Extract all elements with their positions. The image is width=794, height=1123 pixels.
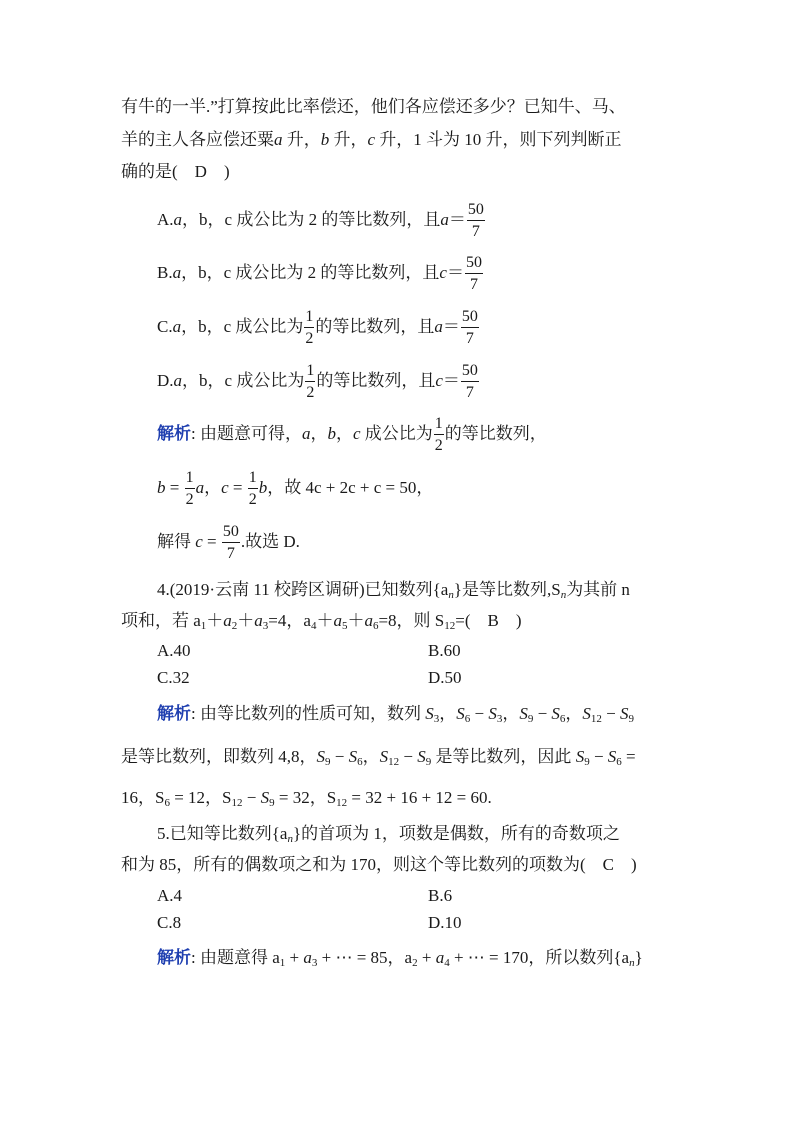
option-c-ratio-den: 2 bbox=[305, 330, 314, 348]
q4-line-2c: =8，则 S bbox=[378, 611, 445, 630]
q4-line-2a: 项和，若 a bbox=[121, 611, 201, 630]
q3-solution-label: 解析 bbox=[157, 424, 191, 443]
q3-solution-ratio bbox=[434, 416, 444, 454]
q3-solution-1c: 的等比数列， bbox=[444, 424, 547, 443]
q3-solution-ratio-den: 2 bbox=[434, 437, 443, 455]
option-c-var: a bbox=[434, 317, 443, 336]
q5-line-1b: }的首项为 1，项数是偶数，所有的奇数项之 bbox=[292, 824, 620, 843]
q5-option-d: D.10 bbox=[428, 913, 462, 932]
option-d: D.a，b，c 成公比为 $\frac{1}{2}$ 的等比数列，且c＝ $\frac{50}{7}$ bbox=[157, 362, 478, 402]
q3-solution-line-1: 解析: 由题意可得，a，b，c 成公比为 $\frac{1}{2}$ 的等比数列， bbox=[157, 415, 547, 455]
q5-line-1a: 5.已知等比数列{a bbox=[157, 824, 288, 843]
q3-solution-answer-den: 7 bbox=[226, 545, 235, 563]
q4-line-2: 项和，若 $a_1+a_2+a_3=4$，$a_4+a_5+a_6=8$，则 $S_{12}=$( B ) bbox=[121, 611, 522, 632]
option-b-text: ，b，c 成公比为 2 的等比数列，且 bbox=[181, 263, 440, 282]
q4-solution-line-2: 是等比数列，即数列 4,8，$S_9 - S_6$，$S_{12} - S_9$ 是等比数列，因此 $S_9 - S_6$ = bbox=[121, 747, 636, 768]
option-b-num: 50 bbox=[465, 255, 483, 274]
option-b-var: c bbox=[439, 263, 447, 282]
q3-solution-b-frac bbox=[185, 470, 195, 508]
q5-option-a: A.4 bbox=[157, 886, 183, 905]
q5-solution-label: 解析 bbox=[157, 948, 191, 967]
intro-line-2-b: 升， bbox=[286, 130, 321, 149]
q4-solution-3b: = 12，S bbox=[174, 788, 232, 807]
option-a-var: a bbox=[440, 210, 449, 229]
option-d-fraction bbox=[461, 363, 479, 401]
option-d-ratio-num: 1 bbox=[305, 363, 315, 382]
q3-solution-answer-num: 50 bbox=[222, 524, 240, 543]
q5-line-2: 和为 85，所有的偶数项之和为 170，则这个等比数列的项数为( C ) bbox=[121, 855, 637, 874]
q4-line-1b: }是等比数列,S bbox=[453, 580, 561, 599]
q3-solution-b-num: 1 bbox=[185, 470, 195, 489]
q4-solution-3d: = 32 + 16 + 12 = 60. bbox=[351, 788, 492, 807]
q4-line-1c: 为其前 n bbox=[566, 580, 630, 599]
q5-solution-1a: : 由题意得 a bbox=[191, 948, 280, 967]
q4-solution-line-1: 解析: 由等比数列的性质可知，数列 $S_3$，$S_6 - S_3$，$S_9 - S_6$，$S_{12} - S_9$ bbox=[157, 704, 635, 725]
option-b-letter: B. bbox=[157, 263, 173, 282]
q5-solution-line-1: 解析: 由题意得 $a_1 + a_3$ + ⋯ = 85，$a_2 + a_4$ + ⋯ = 170，所以数列$\{a_n\}$ bbox=[157, 948, 643, 969]
q3-solution-b-den: 2 bbox=[185, 491, 194, 509]
option-b-fraction bbox=[465, 255, 483, 293]
option-c-fraction bbox=[461, 309, 479, 347]
q4-option-a: A.40 bbox=[157, 641, 191, 660]
option-d-var: c bbox=[435, 371, 443, 390]
intro-line-2-a: 羊的主人各应偿还粟 bbox=[121, 130, 274, 149]
option-b-den: 7 bbox=[469, 276, 478, 294]
q4-option-d: D.50 bbox=[428, 668, 462, 687]
intro-line-2-c: 升， bbox=[333, 130, 368, 149]
option-c: C.a，b，c 成公比为 $\frac{1}{2}$ 的等比数列，且a＝ $\frac{50}{7}$ bbox=[157, 308, 478, 348]
q3-solution-3b: .故选 D. bbox=[240, 532, 300, 551]
q4-line-1: 4.(2019·云南 11 校跨区调研)已知数列$\{a_n\}$是等比数列$,S_n$为其前 n bbox=[157, 580, 630, 601]
intro-line-2-d: 升，1 斗为 10 升，则下列判断正 bbox=[379, 130, 622, 149]
q5-solution-1d: } bbox=[634, 948, 643, 967]
q4-solution-3: 16，S bbox=[121, 788, 165, 807]
option-b: B.a，b，c 成公比为 2 的等比数列，且c＝ $\frac{50}{7}$ bbox=[157, 254, 482, 294]
option-a-fraction bbox=[467, 202, 485, 240]
option-a-num: 50 bbox=[467, 202, 485, 221]
q5-solution-1c: + ⋯ = 170，所以数列{a bbox=[453, 948, 630, 967]
q3-solution-line-3: 解得 c = $\frac{50}{7}$ .故选 D. bbox=[157, 523, 300, 563]
option-d-den: 7 bbox=[465, 384, 474, 402]
option-c-pre: ，b，c 成公比为 bbox=[181, 317, 304, 336]
q4-option-b: B.60 bbox=[428, 641, 461, 660]
option-a-den: 7 bbox=[471, 223, 480, 241]
q3-solution-c-num: 1 bbox=[248, 470, 258, 489]
intro-line-2: 羊的主人各应偿还粟a 升，b 升，c 升，1 斗为 10 升，则下列判断正 bbox=[121, 130, 622, 149]
q3-solution-c-frac bbox=[248, 470, 258, 508]
q4-solution-1: : 由等比数列的性质可知，数列 bbox=[191, 704, 421, 723]
q5-line-1: 5.已知等比数列$\{a_n\}$的首项为 1，项数是偶数，所有的奇数项之 bbox=[157, 824, 620, 845]
option-c-den: 7 bbox=[465, 330, 474, 348]
option-c-num: 50 bbox=[461, 309, 479, 328]
q3-solution-1a: : 由题意可得， bbox=[191, 424, 302, 443]
option-c-post: 的等比数列，且 bbox=[315, 317, 435, 336]
q4-solution-3c: = 32，S bbox=[278, 788, 337, 807]
q3-solution-line-2: b = $\frac{1}{2}$ a，c = $\frac{1}{2}$ b，故 4c + 2c + c = 50， bbox=[157, 469, 434, 509]
option-d-letter: D. bbox=[157, 371, 174, 390]
q3-solution-c-den: 2 bbox=[248, 491, 257, 509]
option-d-post: 的等比数列，且 bbox=[316, 371, 436, 390]
option-c-ratio bbox=[304, 309, 314, 347]
option-d-ratio bbox=[305, 363, 315, 401]
q4-line-1a: 4.(2019·云南 11 校跨区调研)已知数列{a bbox=[157, 580, 449, 599]
option-d-num: 50 bbox=[461, 363, 479, 382]
q5-option-b: B.6 bbox=[428, 886, 453, 905]
option-d-pre: ，b，c 成公比为 bbox=[182, 371, 305, 390]
q4-solution-label: 解析 bbox=[157, 704, 191, 723]
option-a-text: ，b，c 成公比为 2 的等比数列，且 bbox=[182, 210, 441, 229]
intro-line-1: 有牛的一半.”打算按此比率偿还，他们各应偿还多少？已知牛、马、 bbox=[121, 97, 626, 116]
q3-solution-3a: 解得 bbox=[157, 532, 191, 551]
option-c-ratio-num: 1 bbox=[304, 309, 314, 328]
option-c-letter: C. bbox=[157, 317, 173, 336]
q4-solution-2b: 是等比数列，因此 bbox=[435, 747, 572, 766]
q5-option-c: C.8 bbox=[157, 913, 182, 932]
q5-solution-1b: + ⋯ = 85，a bbox=[321, 948, 413, 967]
q4-solution-2a: 是等比数列，即数列 4,8， bbox=[121, 747, 317, 766]
option-d-ratio-den: 2 bbox=[306, 384, 315, 402]
q4-line-2b: =4，a bbox=[268, 611, 311, 630]
intro-line-3: 确的是( D ) bbox=[121, 162, 230, 181]
q3-solution-1b: 成公比为 bbox=[364, 424, 433, 443]
option-a: A.a，b，c 成公比为 2 的等比数列，且a＝ $\frac{50}{7}$ bbox=[157, 201, 484, 241]
q3-solution-answer-frac bbox=[222, 524, 240, 562]
q3-solution-ratio-num: 1 bbox=[434, 416, 444, 435]
q4-line-2d: =( B ) bbox=[455, 611, 522, 630]
q4-option-c: C.32 bbox=[157, 668, 190, 687]
q4-solution-line-3: 16，$S_6 = 12$，$S_{12} - S_9 = 32$，$S_{12} = 32 + 16 + 12 = 60$. bbox=[121, 788, 492, 809]
q3-solution-2: ，故 4c + 2c + c = 50， bbox=[267, 478, 434, 497]
option-a-letter: A. bbox=[157, 210, 174, 229]
